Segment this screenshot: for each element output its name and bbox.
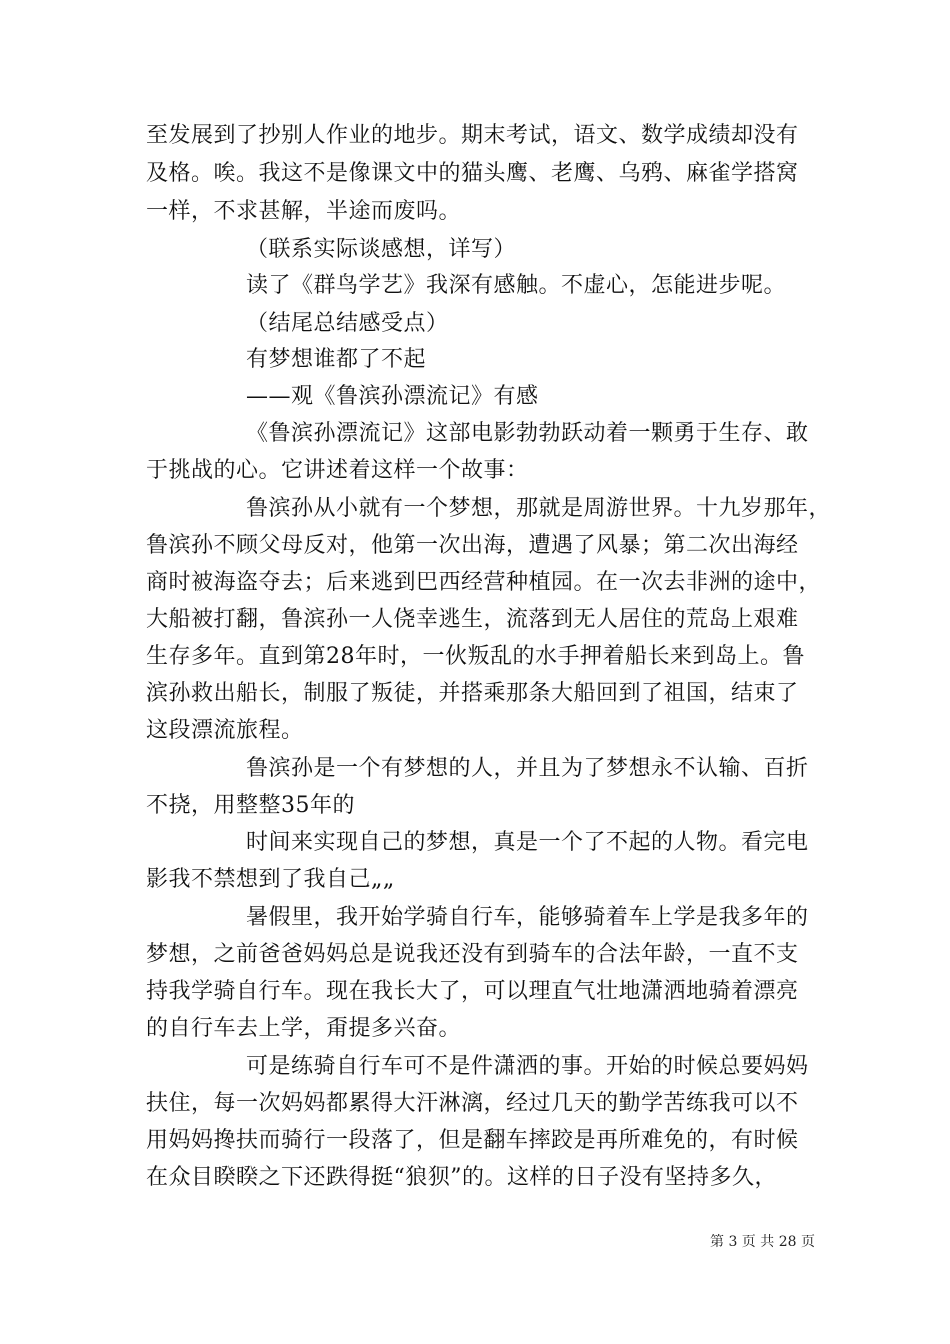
text-line: 生存多年。直到第28年时，一伙叛乱的水手押着船长来到岛上。鲁 <box>146 644 805 669</box>
text-line: 在众目睽睽之下还跌得挺“狼狈”的。这样的日子没有坚持多久， <box>146 1165 777 1190</box>
text-line: 商时被海盗夺去；后来逃到巴西经营种植园。在一次去非洲的途中， <box>146 570 822 595</box>
text-line: 大船被打翻，鲁滨孙一人侥幸逃生，流落到无人居住的荒岛上艰难 <box>146 607 799 632</box>
text-line: 于挑战的心。它讲述着这样一个故事： <box>146 458 529 483</box>
text-line: 时间来实现自己的梦想，真是一个了不起的人物。看完电 <box>246 830 809 855</box>
essay-subtitle: ——观《鲁滨孙漂流记》有感 <box>246 384 539 409</box>
text-line: 持我学骑自行车。现在我长大了，可以理直气壮地潇洒地骑着漂亮 <box>146 979 799 1004</box>
text-line: 可是练骑自行车可不是件潇洒的事。开始的时候总要妈妈 <box>246 1054 809 1079</box>
text-line: 鲁滨孙不顾父母反对，他第一次出海，遭遇了风暴；第二次出海经 <box>146 533 799 558</box>
text-line: 鲁滨孙从小就有一个梦想，那就是周游世界。十九岁那年， <box>246 496 832 521</box>
text-line: 这段漂流旅程。 <box>146 718 304 743</box>
text-line: 影我不禁想到了我自己„„ <box>146 867 395 892</box>
text-line: 用妈妈搀扶而骑行一段落了，但是翻车摔跤是再所难免的，有时候 <box>146 1128 799 1153</box>
text-line: 鲁滨孙是一个有梦想的人，并且为了梦想永不认输、百折 <box>246 756 809 781</box>
section-note: （结尾总结感受点） <box>246 311 449 336</box>
text-line: 扶住，每一次妈妈都累得大汗淋漓，经过几天的勤学苦练我可以不 <box>146 1091 799 1116</box>
text-line: 不挠，用整整35年的 <box>146 793 355 818</box>
text-line: 《鲁滨孙漂流记》这部电影勃勃跃动着一颗勇于生存、敢 <box>246 421 809 446</box>
text-line: 一样，不求甚解，半途而废吗。 <box>146 199 462 224</box>
text-line: 的自行车去上学，甭提多兴奋。 <box>146 1016 462 1041</box>
page-number: 第 3 页 共 28 页 <box>710 1234 815 1250</box>
text-line: 及格。唉。我这不是像课文中的猫头鹰、老鹰、乌鸦、麻雀学搭窝 <box>146 161 799 186</box>
essay-title: 有梦想谁都了不起 <box>246 347 427 372</box>
text-line: 至发展到了抄别人作业的地步。期末考试，语文、数学成绩却没有 <box>146 123 799 148</box>
text-line: 滨孙救出船长，制服了叛徒，并搭乘那条大船回到了祖国，结束了 <box>146 681 799 706</box>
text-line: 梦想，之前爸爸妈妈总是说我还没有到骑车的合法年龄，一直不支 <box>146 942 799 967</box>
text-line: 暑假里，我开始学骑自行车，能够骑着车上学是我多年的 <box>246 905 809 930</box>
text-line: 读了《群鸟学艺》我深有感触。不虚心，怎能进步呢。 <box>246 273 787 298</box>
section-note: （联系实际谈感想，详写） <box>246 237 517 262</box>
